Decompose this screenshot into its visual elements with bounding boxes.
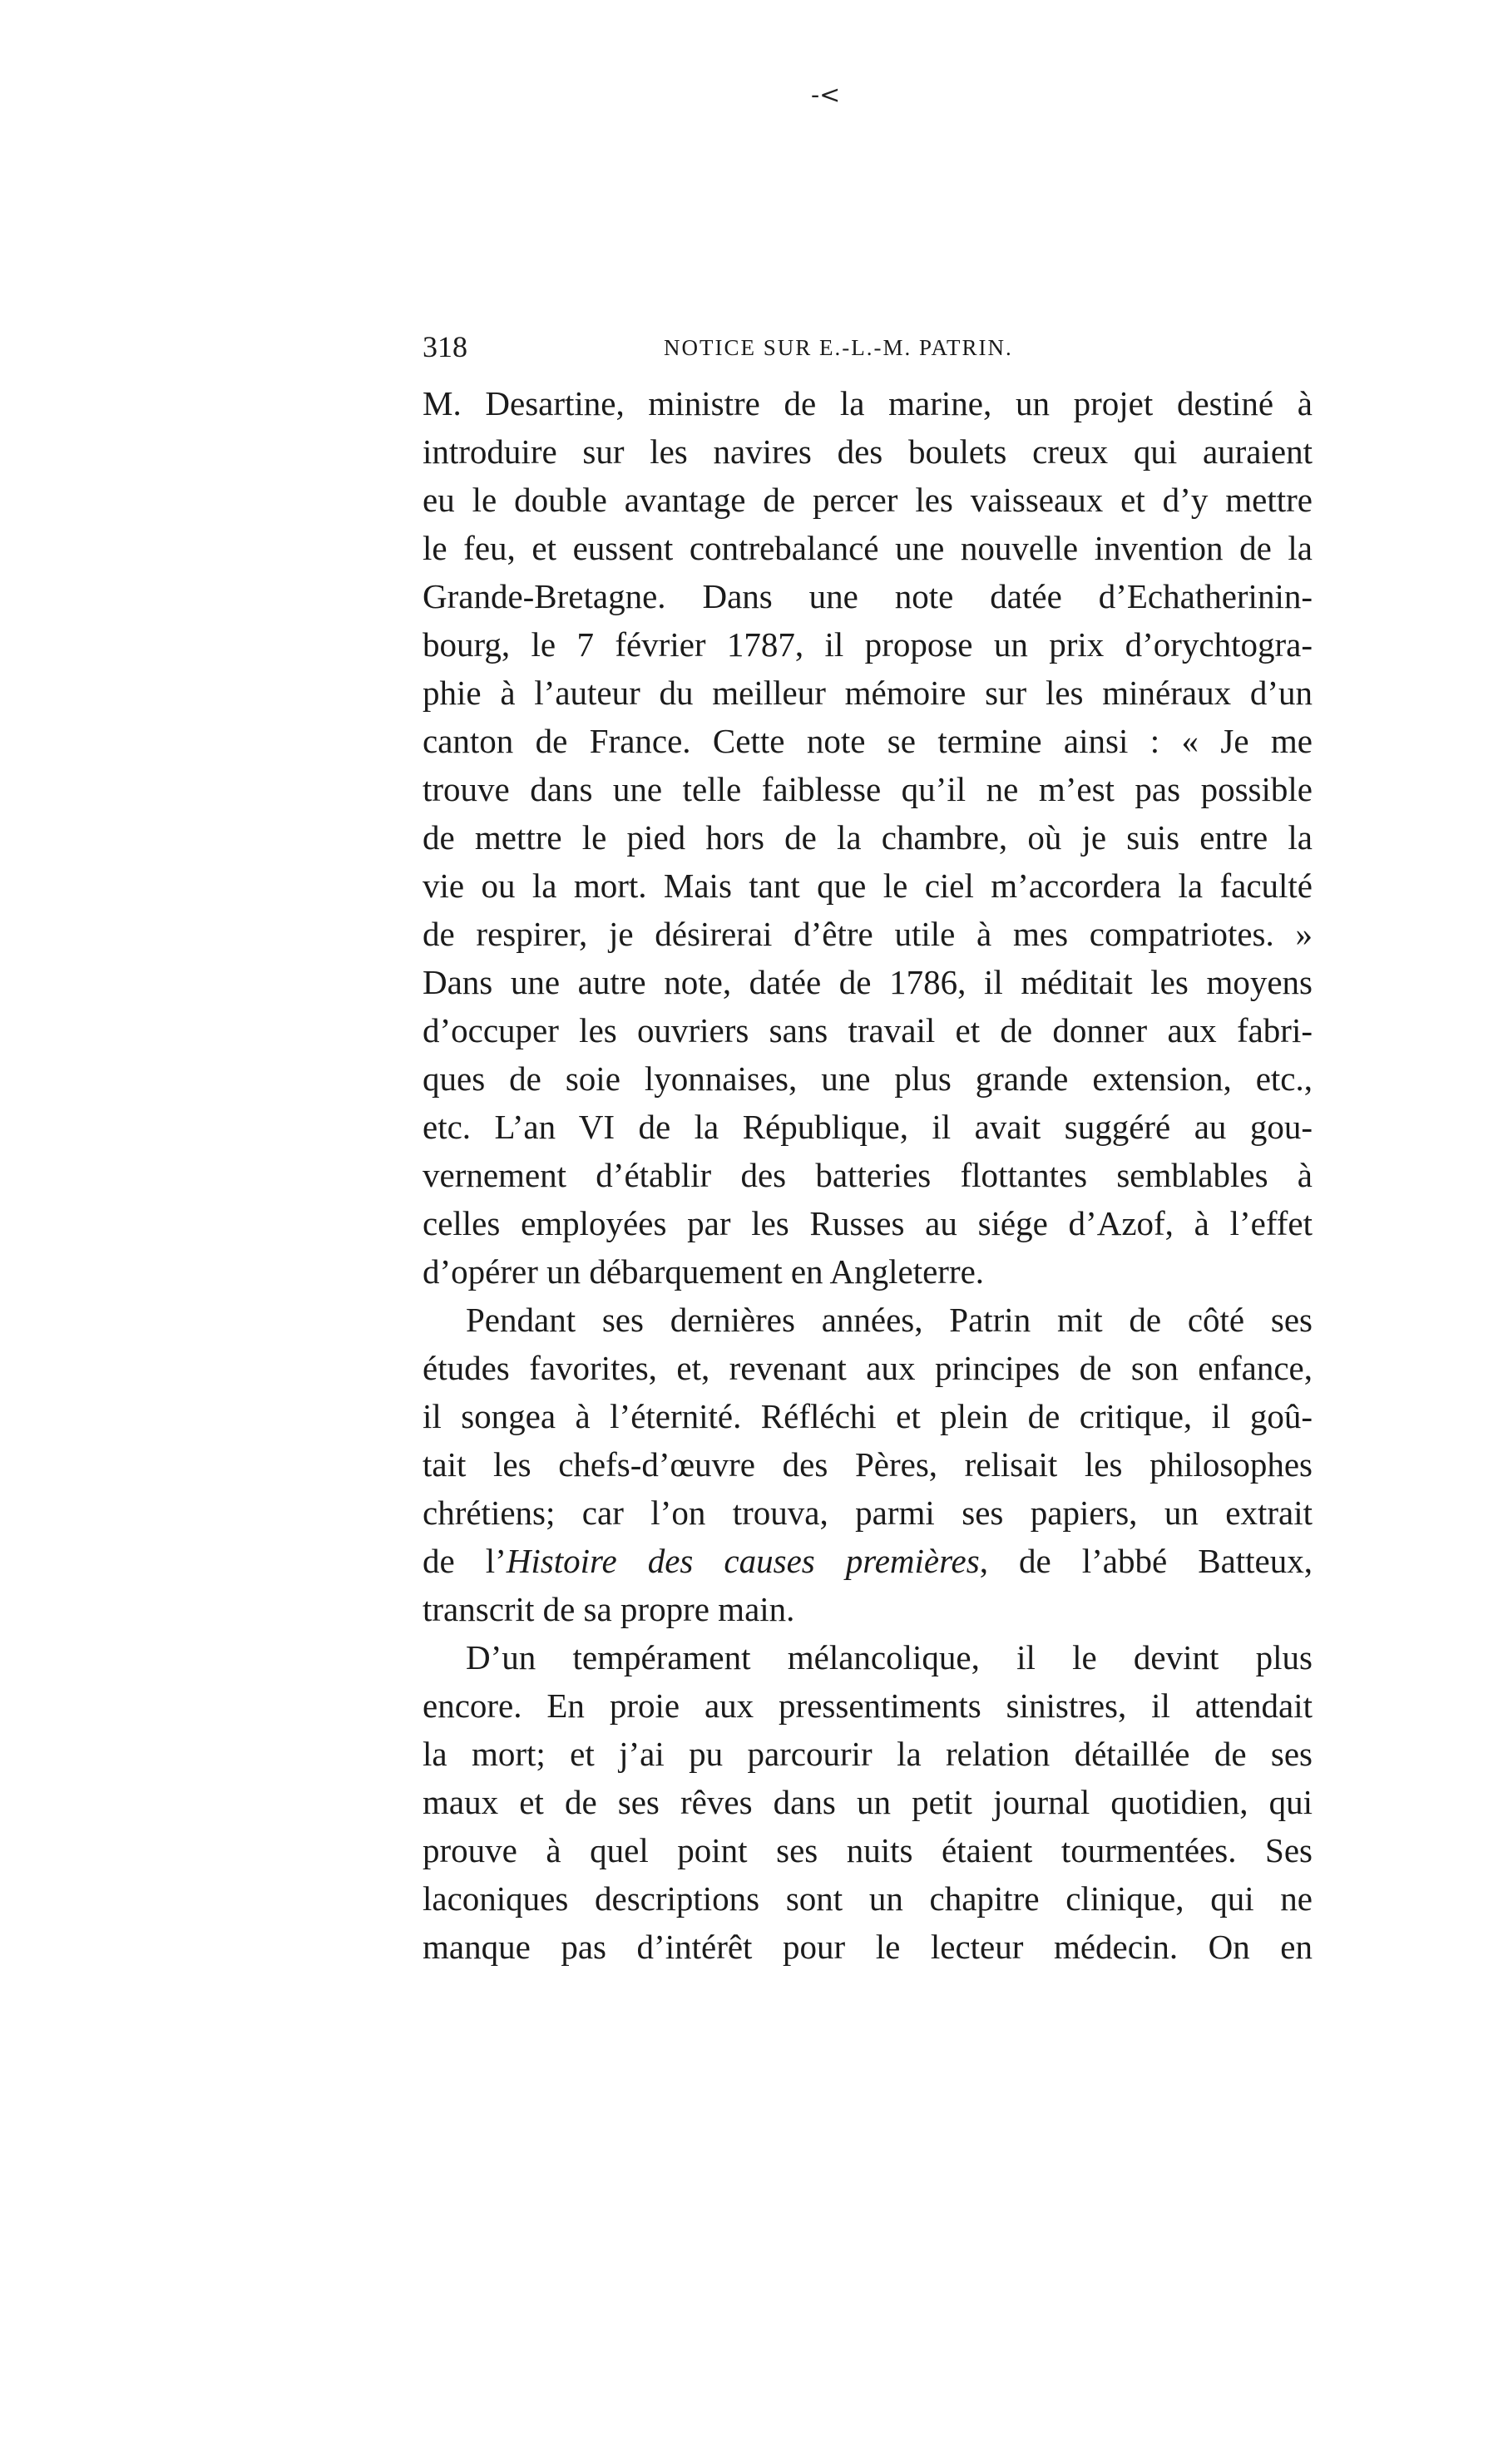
text-line: encore. En proie aux pressentiments sinistres, il attendait bbox=[423, 1686, 1313, 1725]
book-title: Histoire des causes premières bbox=[506, 1542, 980, 1580]
text-line: la mort; et j’ai pu parcourir la relation détaillée de ses bbox=[423, 1735, 1313, 1773]
text-line: d’opérer un débarquement en Angleterre. bbox=[423, 1252, 985, 1291]
text-line: prouve à quel point ses nuits étaient tourmentées. Ses bbox=[423, 1831, 1313, 1869]
text-line: le feu, et eussent contrebalancé une nouvelle invention de la bbox=[423, 529, 1313, 567]
text-line: celles employées par les Russes au siége d’Azof, à l’effet bbox=[423, 1204, 1313, 1242]
text-line: Dans une autre note, datée de 1786, il méditait les moyens bbox=[423, 963, 1313, 1001]
line-segment: de l’ bbox=[423, 1542, 507, 1580]
text-line: canton de France. Cette note se termine ainsi : « Je me bbox=[423, 722, 1313, 760]
text-line: études favorites, et, revenant aux principes de son enfance, bbox=[423, 1349, 1313, 1387]
text-line: vie ou la mort. Mais tant que le ciel m’accordera la faculté bbox=[423, 867, 1313, 905]
text-line: tait les chefs-d’œuvre des Pères, relisait les philosophes bbox=[423, 1445, 1313, 1484]
text-line-with-title bbox=[423, 1537, 1313, 1585]
text-line: de mettre le pied hors de la chambre, où je suis entre la bbox=[423, 818, 1313, 857]
text-line: trouve dans une telle faiblesse qu’il ne m’est pas possible bbox=[423, 770, 1313, 808]
text-line: transcrit de sa propre main. bbox=[423, 1590, 795, 1628]
running-title: NOTICE SUR E.-L.-M. PATRIN. bbox=[664, 335, 1013, 360]
text-line: maux et de ses rêves dans un petit journal quotidien, qui bbox=[423, 1783, 1313, 1821]
text-line: D’un tempérament mélancolique, il le devint plus bbox=[466, 1638, 1313, 1676]
page-number: 318 bbox=[423, 330, 467, 363]
text-line: vernement d’établir des batteries flottantes semblables à bbox=[423, 1156, 1313, 1194]
text-line: phie à l’auteur du meilleur mémoire sur les minéraux d’un bbox=[423, 674, 1313, 712]
text-line: etc. L’an VI de la République, il avait suggéré au gou- bbox=[423, 1108, 1313, 1146]
body-text bbox=[423, 379, 1313, 1971]
text-line: chrétiens; car l’on trouva, parmi ses papiers, un extrait bbox=[423, 1494, 1313, 1532]
text-line: eu le double avantage de percer les vaisseaux et d’y mettre bbox=[423, 481, 1313, 519]
printer-mark: -< bbox=[811, 81, 841, 110]
running-head bbox=[423, 330, 1313, 363]
text-line: d’occuper les ouvriers sans travail et de donner aux fabri- bbox=[423, 1011, 1313, 1049]
text-line: introduire sur les navires des boulets creux qui auraient bbox=[423, 432, 1313, 471]
text-line: de respirer, je désirerai d’être utile à mes compatriotes. » bbox=[423, 915, 1313, 953]
text-line: bourg, le 7 février 1787, il propose un prix d’orychtogra- bbox=[423, 625, 1313, 664]
text-line: il songea à l’éternité. Réfléchi et plein de critique, il goû- bbox=[423, 1397, 1313, 1435]
text-line: manque pas d’intérêt pour le lecteur médecin. On en bbox=[423, 1928, 1313, 1966]
text-line: laconiques descriptions sont un chapitre clinique, qui ne bbox=[423, 1879, 1313, 1918]
text-line: Grande-Bretagne. Dans une note datée d’Echatherinin- bbox=[423, 577, 1313, 615]
text-line: Pendant ses dernières années, Patrin mit de côté ses bbox=[466, 1301, 1313, 1339]
text-line: M. Desartine, ministre de la marine, un projet destiné à bbox=[423, 384, 1313, 422]
text-line: ques de soie lyonnaises, une plus grande extension, etc., bbox=[423, 1059, 1313, 1098]
line-segment: , de l’abbé Batteux, bbox=[979, 1542, 1313, 1580]
